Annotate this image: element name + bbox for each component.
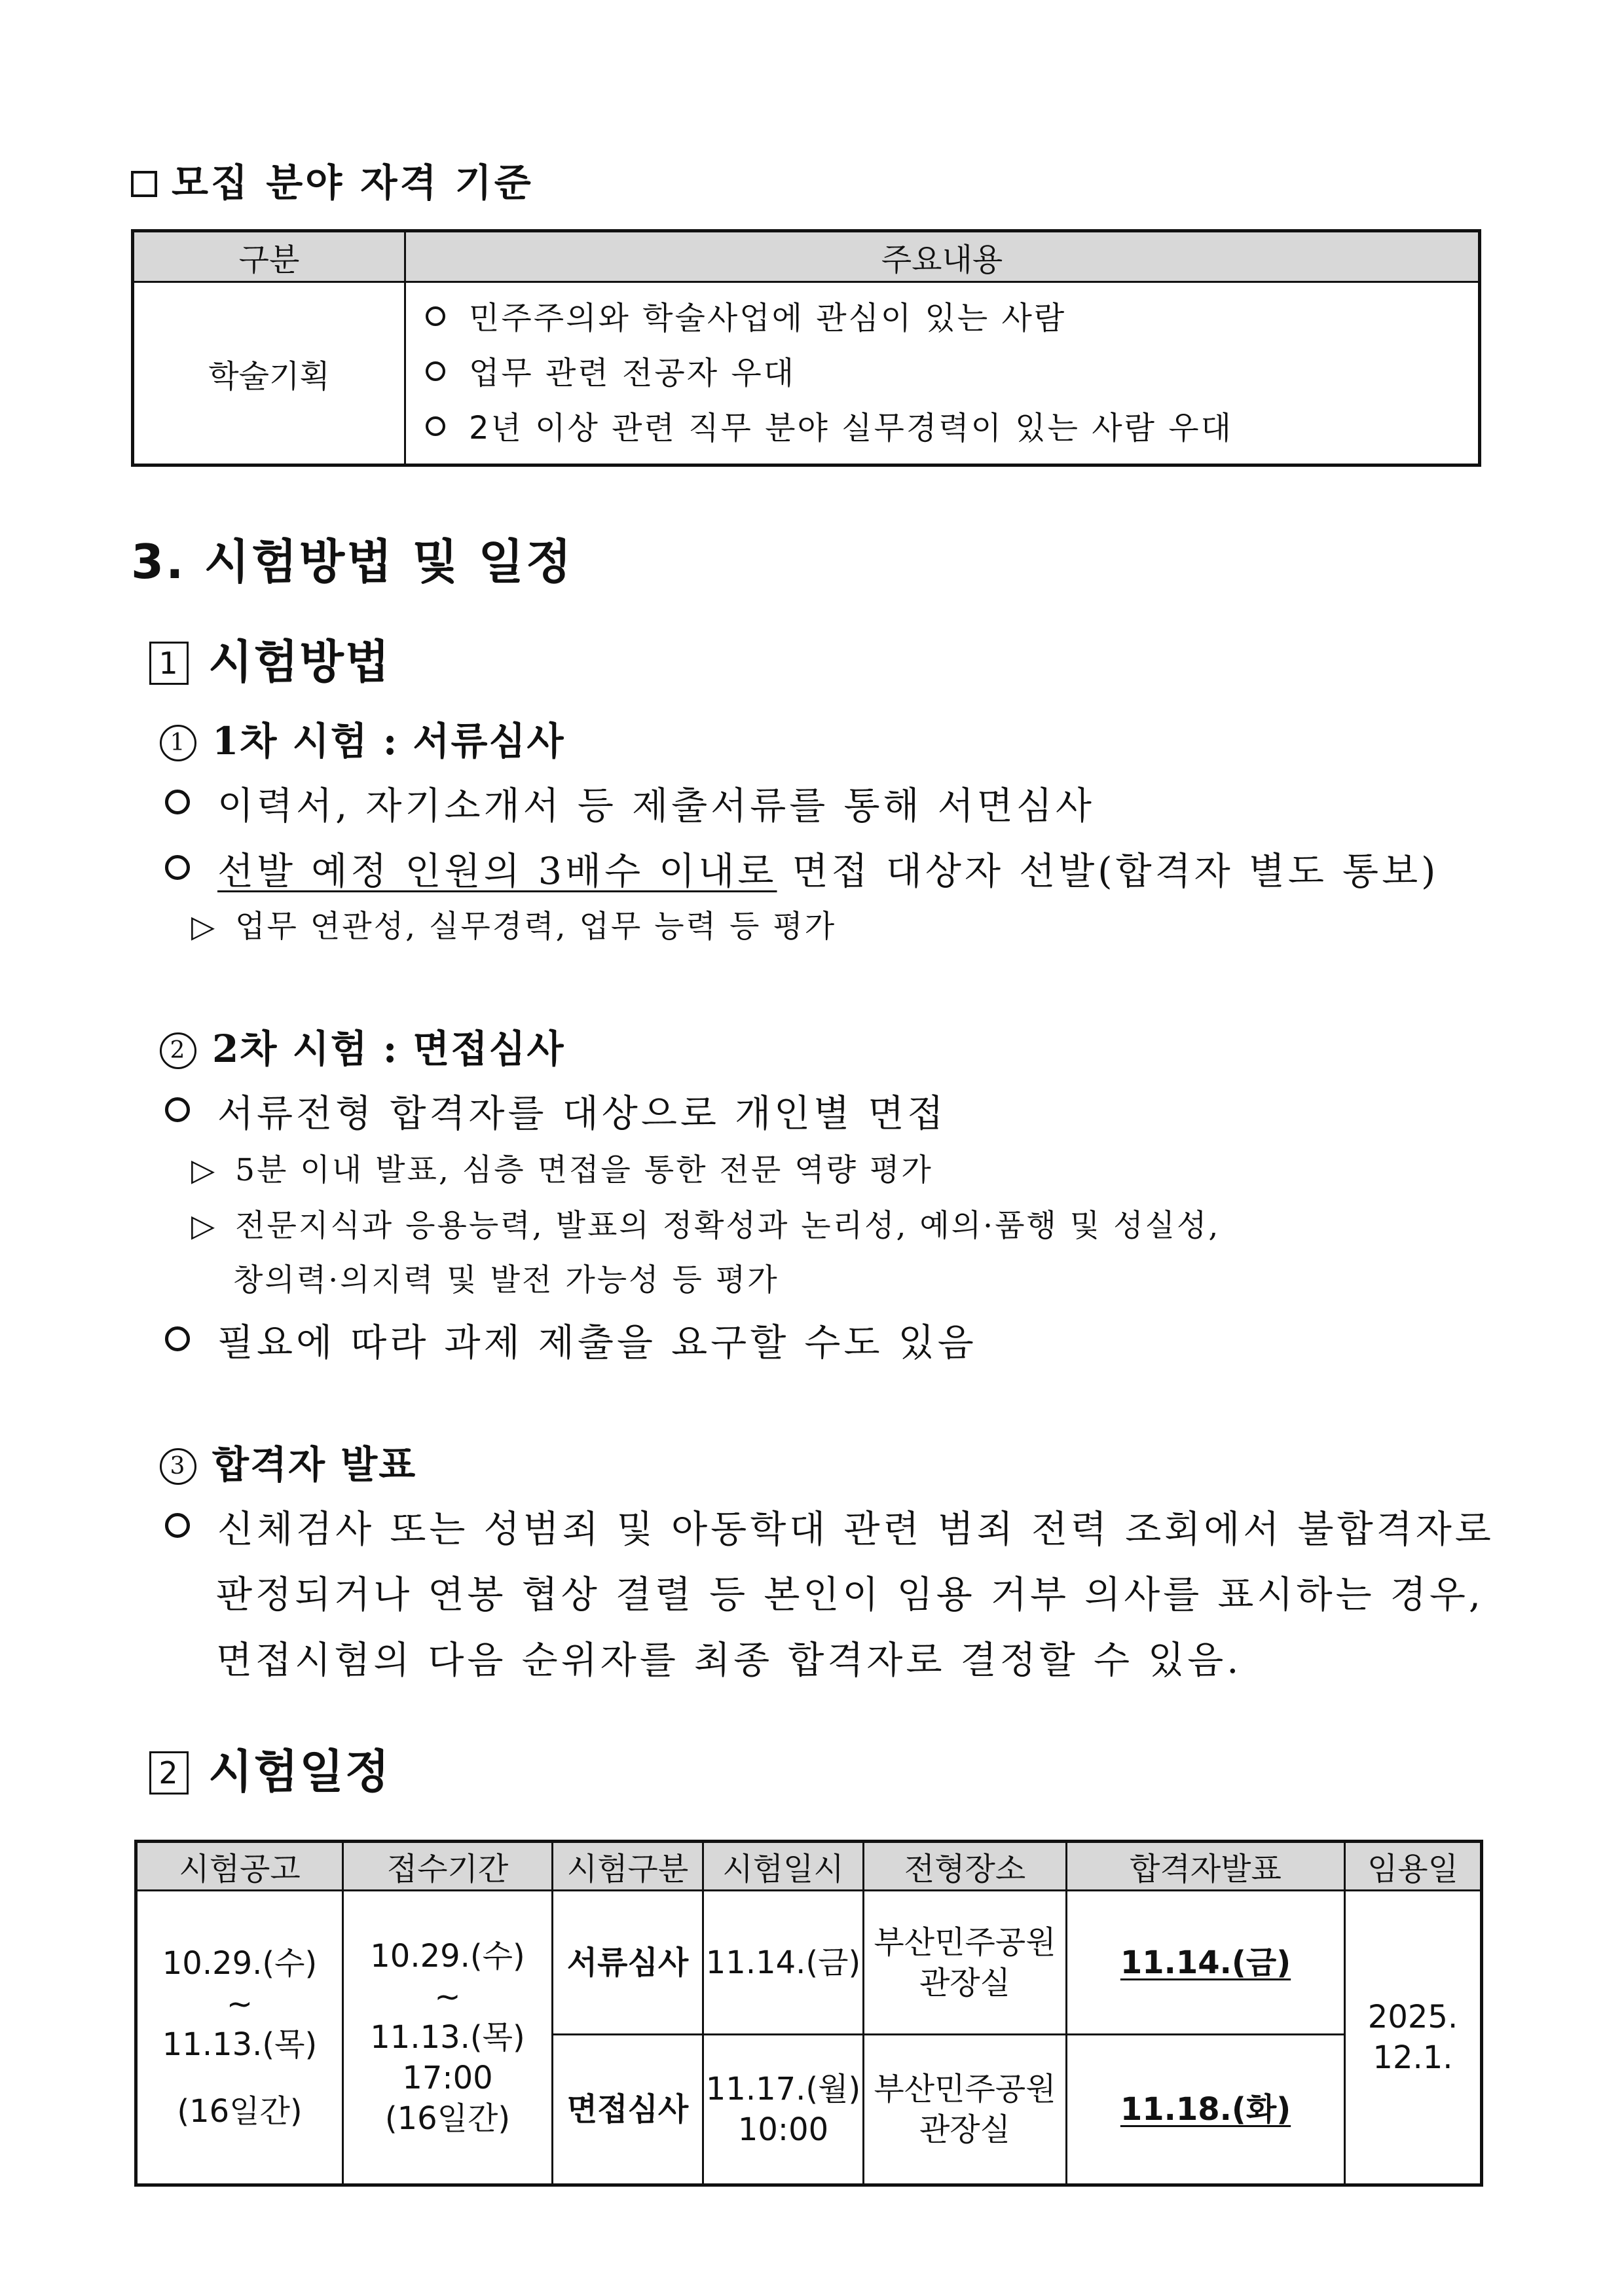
- triangle-bullet-icon: ▷: [191, 909, 217, 945]
- bullet-line: 신체검사 또는 성범죄 및 아동학대 관련 범죄 전력 조회에서 불합격자로: [165, 1499, 1494, 1553]
- schedule-title: 2 시험일정: [149, 1735, 390, 1801]
- circle-bullet-icon: [165, 790, 190, 814]
- circle-bullet-icon: [426, 361, 445, 381]
- content-item: 업무 관련 전공자 우대: [426, 346, 1458, 401]
- header-date: 시험일시: [703, 1842, 864, 1891]
- content-item: 2년 이상 관련 직무 분야 실무경력이 있는 사람 우대: [426, 401, 1458, 456]
- step3-title: 3 합격자 발표: [160, 1434, 416, 1489]
- circled-number-icon: 3: [160, 1448, 196, 1485]
- place-cell: 부산민주공원 관장실: [864, 2035, 1067, 2185]
- type-cell: 서류심사: [553, 1891, 703, 2035]
- reception-cell: 10.29.(수) ~ 11.13.(목) 17:00 (16일간): [343, 1891, 553, 2185]
- appointment-cell: 2025. 12.1.: [1345, 1891, 1482, 2185]
- qualification-heading: [131, 152, 534, 207]
- circle-bullet-icon: [165, 1326, 190, 1351]
- circled-number-icon: 2: [160, 1032, 196, 1069]
- sub-bullet-line: ▷ 5분 이내 발표, 심층 면접을 통한 전문 역량 평가: [191, 1152, 933, 1188]
- header-type: 시험구분: [553, 1842, 703, 1891]
- box-number-icon: 1: [149, 642, 189, 685]
- bullet-continuation: 면접시험의 다음 순위자를 최종 합격자로 결정할 수 있음.: [216, 1639, 1242, 1682]
- step1-title: 1 1차 시험 : 서류심사: [160, 710, 565, 765]
- date-cell: 11.14.(금): [703, 1891, 864, 2035]
- circle-bullet-icon: [165, 1097, 190, 1122]
- circle-bullet-icon: [165, 855, 190, 880]
- circle-bullet-icon: [426, 416, 445, 436]
- method-title: 1 시험방법: [149, 625, 390, 691]
- bullet-line: 서류전형 합격자를 대상으로 개인별 면접: [165, 1084, 947, 1137]
- qualification-table: [131, 229, 1481, 467]
- circle-bullet-icon: [426, 306, 445, 326]
- content-item: 민주주의와 학술사업에 관심이 있는 사람: [426, 291, 1458, 346]
- sub-bullet-line: ▷ 전문지식과 응용능력, 발표의 정확성과 논리성, 예의·품행 및 성실성,: [191, 1208, 1221, 1244]
- step2-title: 2 2차 시험 : 면접심사: [160, 1018, 565, 1073]
- header-content: 주요내용: [405, 231, 1480, 282]
- type-cell: 면접심사: [553, 2035, 703, 2185]
- header-reception: 접수기간: [343, 1842, 553, 1891]
- sub-bullet-line: ▷ 업무 연관성, 실무경력, 업무 능력 등 평가: [191, 909, 837, 945]
- square-bullet-icon: [131, 171, 157, 197]
- bullet-line: 이력서, 자기소개서 등 제출서류를 통해 서면심사: [165, 776, 1095, 829]
- box-number-icon: 2: [149, 1751, 189, 1795]
- notice-cell: 10.29.(수) ~ 11.13.(목) (16일간): [136, 1891, 343, 2185]
- triangle-bullet-icon: ▷: [191, 1208, 217, 1244]
- bullet-continuation: 판정되거나 연봉 협상 결렬 등 본인이 임용 거부 의사를 표시하는 경우,: [216, 1573, 1485, 1616]
- header-announce: 합격자발표: [1067, 1842, 1345, 1891]
- qualification-title: 모집 분야 자격 기준: [172, 160, 534, 205]
- bullet-line: 필요에 따라 과제 제출을 요구할 수도 있음: [165, 1313, 977, 1366]
- announce-cell: 11.18.(화): [1067, 2035, 1345, 2185]
- circle-bullet-icon: [165, 1513, 190, 1538]
- header-place: 전형장소: [864, 1842, 1067, 1891]
- header-category: 구분: [133, 231, 405, 282]
- announce-cell: 11.14.(금): [1067, 1891, 1345, 2035]
- schedule-table: [134, 1840, 1483, 2187]
- header-notice: 시험공고: [136, 1842, 343, 1891]
- triangle-bullet-icon: ▷: [191, 1152, 217, 1188]
- category-cell: 학술기획: [133, 282, 405, 465]
- header-appointment: 임용일: [1345, 1842, 1482, 1891]
- circled-number-icon: 1: [160, 725, 196, 761]
- sub-bullet-continuation: 창의력·의지력 및 발전 가능성 등 평가: [233, 1262, 779, 1298]
- date-cell: 11.17.(월) 10:00: [703, 2035, 864, 2185]
- place-cell: 부산민주공원 관장실: [864, 1891, 1067, 2035]
- section-title: 3. 시험방법 및 일정: [131, 534, 574, 589]
- content-cell: [405, 282, 1480, 465]
- bullet-line: 선발 예정 인원의 3배수 이내로 면접 대상자 선발(합격자 별도 통보): [165, 841, 1439, 895]
